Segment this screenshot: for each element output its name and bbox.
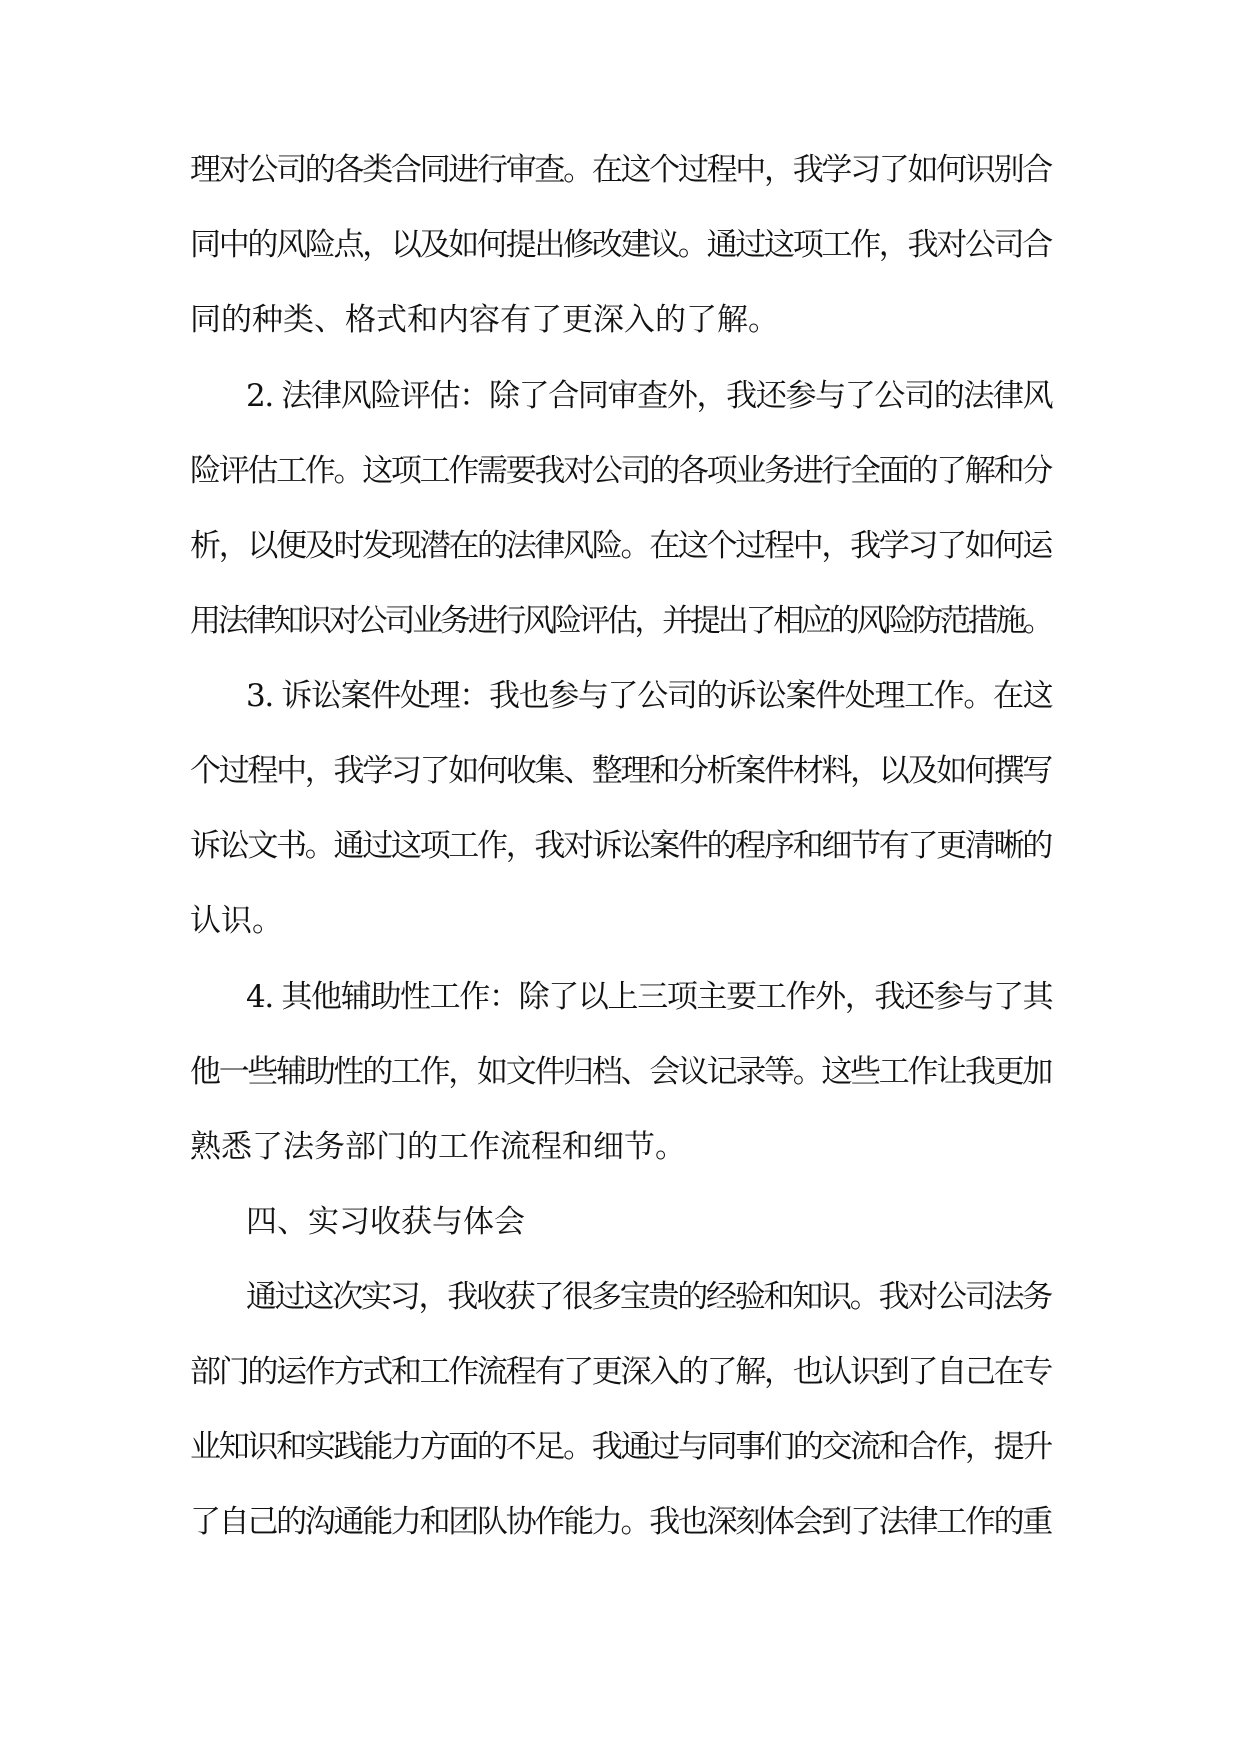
text-line [0, 225, 1241, 265]
text-line-content: 2. 法律风险评估：除了合同审查外，我还参与了公司的法律风 [246, 378, 1053, 414]
text-line [0, 1127, 1241, 1167]
text-line-content: 析，以便及时发现潜在的法律风险。在这个过程中，我学习了如何运 [190, 528, 1051, 564]
section-heading [0, 1202, 1241, 1242]
text-line-content: 理对公司的各类合同进行审查。在这个过程中，我学习了如何识别合 [190, 152, 1051, 188]
text-line [0, 526, 1241, 566]
text-line-content: 4. 其他辅助性工作：除了以上三项主要工作外，我还参与了其 [246, 979, 1053, 1015]
list-item-heading [0, 676, 1241, 716]
text-line [0, 1427, 1241, 1467]
text-line-content: 他一些辅助性的工作，如文件归档、会议记录等。这些工作让我更加 [190, 1054, 1051, 1090]
text-line [0, 150, 1241, 190]
text-line [0, 901, 1241, 941]
text-line-content: 用法律知识对公司业务进行风险评估，并提出了相应的风险防范措施。 [190, 603, 1051, 639]
text-line-content: 业知识和实践能力方面的不足。我通过与同事们的交流和合作，提升 [190, 1429, 1051, 1465]
text-line [0, 300, 1241, 340]
text-line-content: 熟悉了法务部门的工作流程和细节。 [190, 1129, 686, 1165]
text-line-content: 3. 诉讼案件处理：我也参与了公司的诉讼案件处理工作。在这 [246, 678, 1053, 714]
text-line-content: 认识。 [190, 903, 283, 939]
text-line [0, 1277, 1241, 1317]
text-line-content: 部门的运作方式和工作流程有了更深入的了解，也认识到了自己在专 [190, 1354, 1051, 1390]
text-line-content: 诉讼文书。通过这项工作，我对诉讼案件的程序和细节有了更清晰的 [190, 828, 1051, 864]
text-line [0, 601, 1241, 641]
list-item-heading [0, 977, 1241, 1017]
text-line-content: 同中的风险点，以及如何提出修改建议。通过这项工作，我对公司合 [190, 227, 1051, 263]
text-line-content: 同的种类、格式和内容有了更深入的了解。 [190, 302, 779, 338]
text-line [0, 1352, 1241, 1392]
text-line-content: 通过这次实习，我收获了很多宝贵的经验和知识。我对公司法务 [246, 1279, 1051, 1315]
text-line [0, 451, 1241, 491]
text-line-content: 险评估工作。这项工作需要我对公司的各项业务进行全面的了解和分 [190, 453, 1051, 489]
text-line [0, 1502, 1241, 1542]
section-heading-text: 四、实习收获与体会 [246, 1204, 525, 1240]
text-line [0, 1052, 1241, 1092]
text-line [0, 826, 1241, 866]
text-line-content: 个过程中，我学习了如何收集、整理和分析案件材料，以及如何撰写 [190, 753, 1051, 789]
list-item-heading [0, 376, 1241, 416]
text-line [0, 751, 1241, 791]
text-line-content: 了自己的沟通能力和团队协作能力。我也深刻体会到了法律工作的重 [190, 1504, 1051, 1540]
